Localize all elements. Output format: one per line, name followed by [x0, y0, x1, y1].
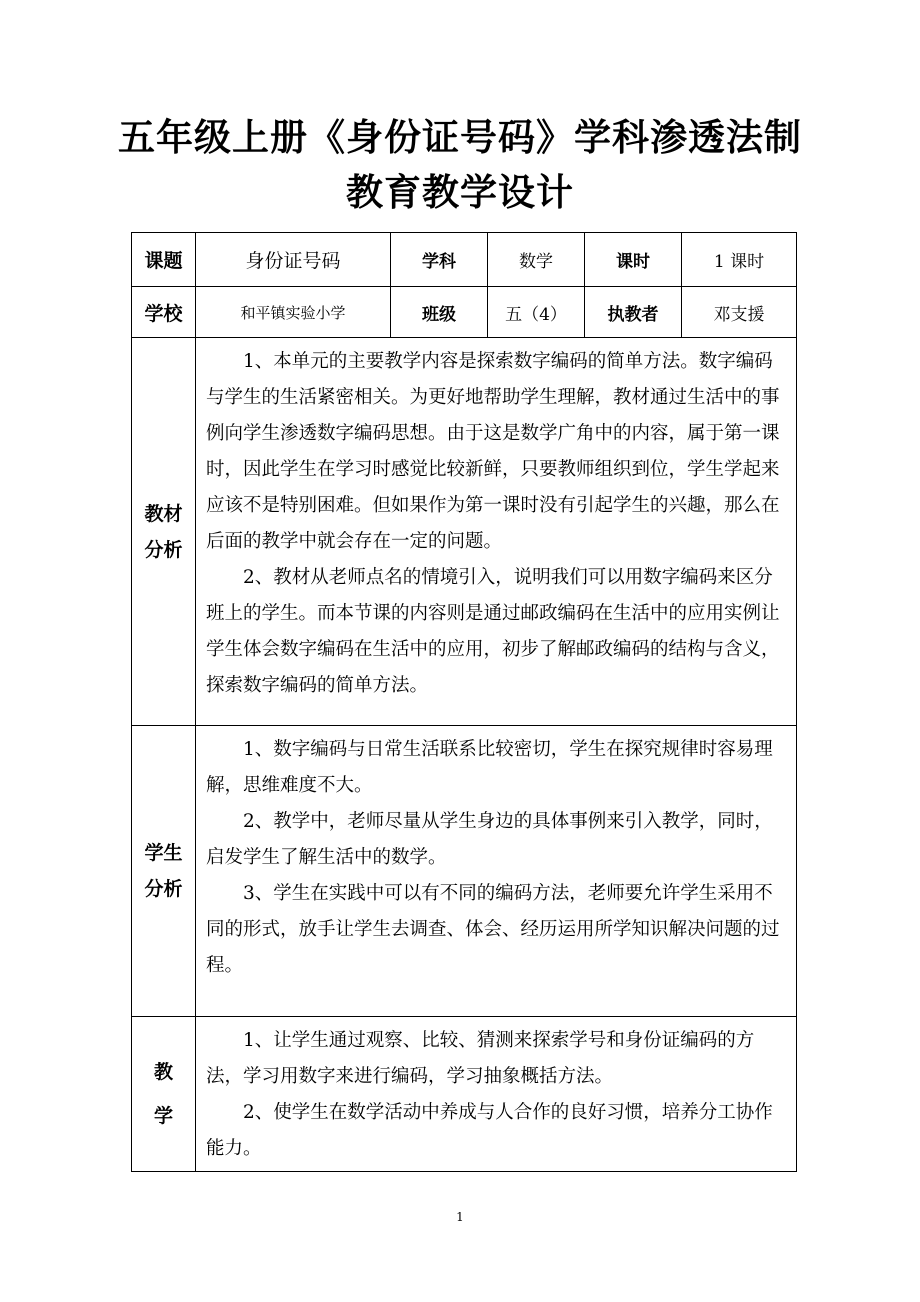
paragraph: 2、使学生在数学活动中养成与人合作的良好习惯，培养分工协作能力。 — [206, 1102, 773, 1159]
student-label-line: 学生 — [144, 842, 183, 864]
material-analysis-label — [132, 338, 196, 726]
info-row-1 — [132, 233, 797, 287]
school-label: 学校 — [132, 287, 196, 338]
student-analysis-row — [132, 726, 797, 1017]
student-label-line: 分析 — [144, 878, 183, 900]
material-label-line: 分析 — [144, 538, 183, 561]
period-label: 课时 — [585, 233, 682, 287]
paragraph: 2、教学中，老师尽量从学生身边的具体事例来引入教学，同时，启发学生了解生活中的数学。 — [206, 811, 773, 868]
subject-value: 数学 — [488, 233, 585, 287]
teaching-goals-row — [132, 1017, 797, 1172]
teacher-value: 邓支援 — [682, 287, 797, 338]
topic-label: 课题 — [132, 233, 196, 287]
teacher-label: 执教者 — [585, 287, 682, 338]
lesson-plan-table — [131, 232, 797, 1172]
period-value: 1 课时 — [682, 233, 797, 287]
paragraph: 3、学生在实践中可以有不同的编码方法，老师要允许学生采用不同的形式，放手让学生去调查、体会、经历运用所学知识解决问题的过程。 — [206, 883, 780, 976]
paragraph: 1、本单元的主要教学内容是探索数字编码的简单方法。数字编码与学生的生活紧密相关。为更好地帮助学生理解，教材通过生活中的事例向学生渗透数字编码思想。由于这是数学广角中的内容，属于第一课时，因此学生在学习时感觉比较新鲜，只要教师组织到位，学生学起来应该不是特别困难。但如果作为第一课时没有引起学生的兴趣，那么在后面的教学中就会存在一定的问题。 — [206, 351, 780, 552]
teaching-label-line: 学 — [153, 1105, 173, 1127]
class-label: 班级 — [391, 287, 488, 338]
material-label-line: 教材 — [144, 502, 183, 525]
student-analysis-content — [196, 726, 797, 1017]
subject-label: 学科 — [391, 233, 488, 287]
class-value: 五（4） — [488, 287, 585, 338]
teaching-goals-label — [132, 1017, 196, 1172]
student-analysis-label — [132, 726, 196, 1017]
info-row-2 — [132, 287, 797, 338]
teaching-goals-content — [196, 1017, 797, 1172]
paragraph: 1、让学生通过观察、比较、猜测来探索学号和身份证编码的方法，学习用数字来进行编码，学习抽象概括方法。 — [206, 1030, 755, 1087]
document-title — [0, 110, 920, 220]
material-analysis-content — [196, 338, 797, 726]
school-value: 和平镇实验小学 — [196, 287, 391, 338]
material-analysis-row — [132, 338, 797, 726]
topic-value: 身份证号码 — [196, 233, 391, 287]
page-number: 1 — [456, 1210, 464, 1224]
teaching-label-line: 教 — [153, 1061, 173, 1083]
title-line-1: 五年级上册《身份证号码》学科渗透法制 — [118, 116, 802, 159]
paragraph: 1、数字编码与日常生活联系比较密切，学生在探究规律时容易理解，思维难度不大。 — [206, 739, 773, 796]
paragraph: 2、教材从老师点名的情境引入，说明我们可以用数字编码来区分班上的学生。而本节课的内容则是通过邮政编码在生活中的应用实例让学生体会数字编码在生活中的应用，初步了解邮政编码的结构与含义，探索数字编码的简单方法。 — [206, 567, 780, 696]
title-line-2: 教育教学设计 — [346, 171, 574, 214]
